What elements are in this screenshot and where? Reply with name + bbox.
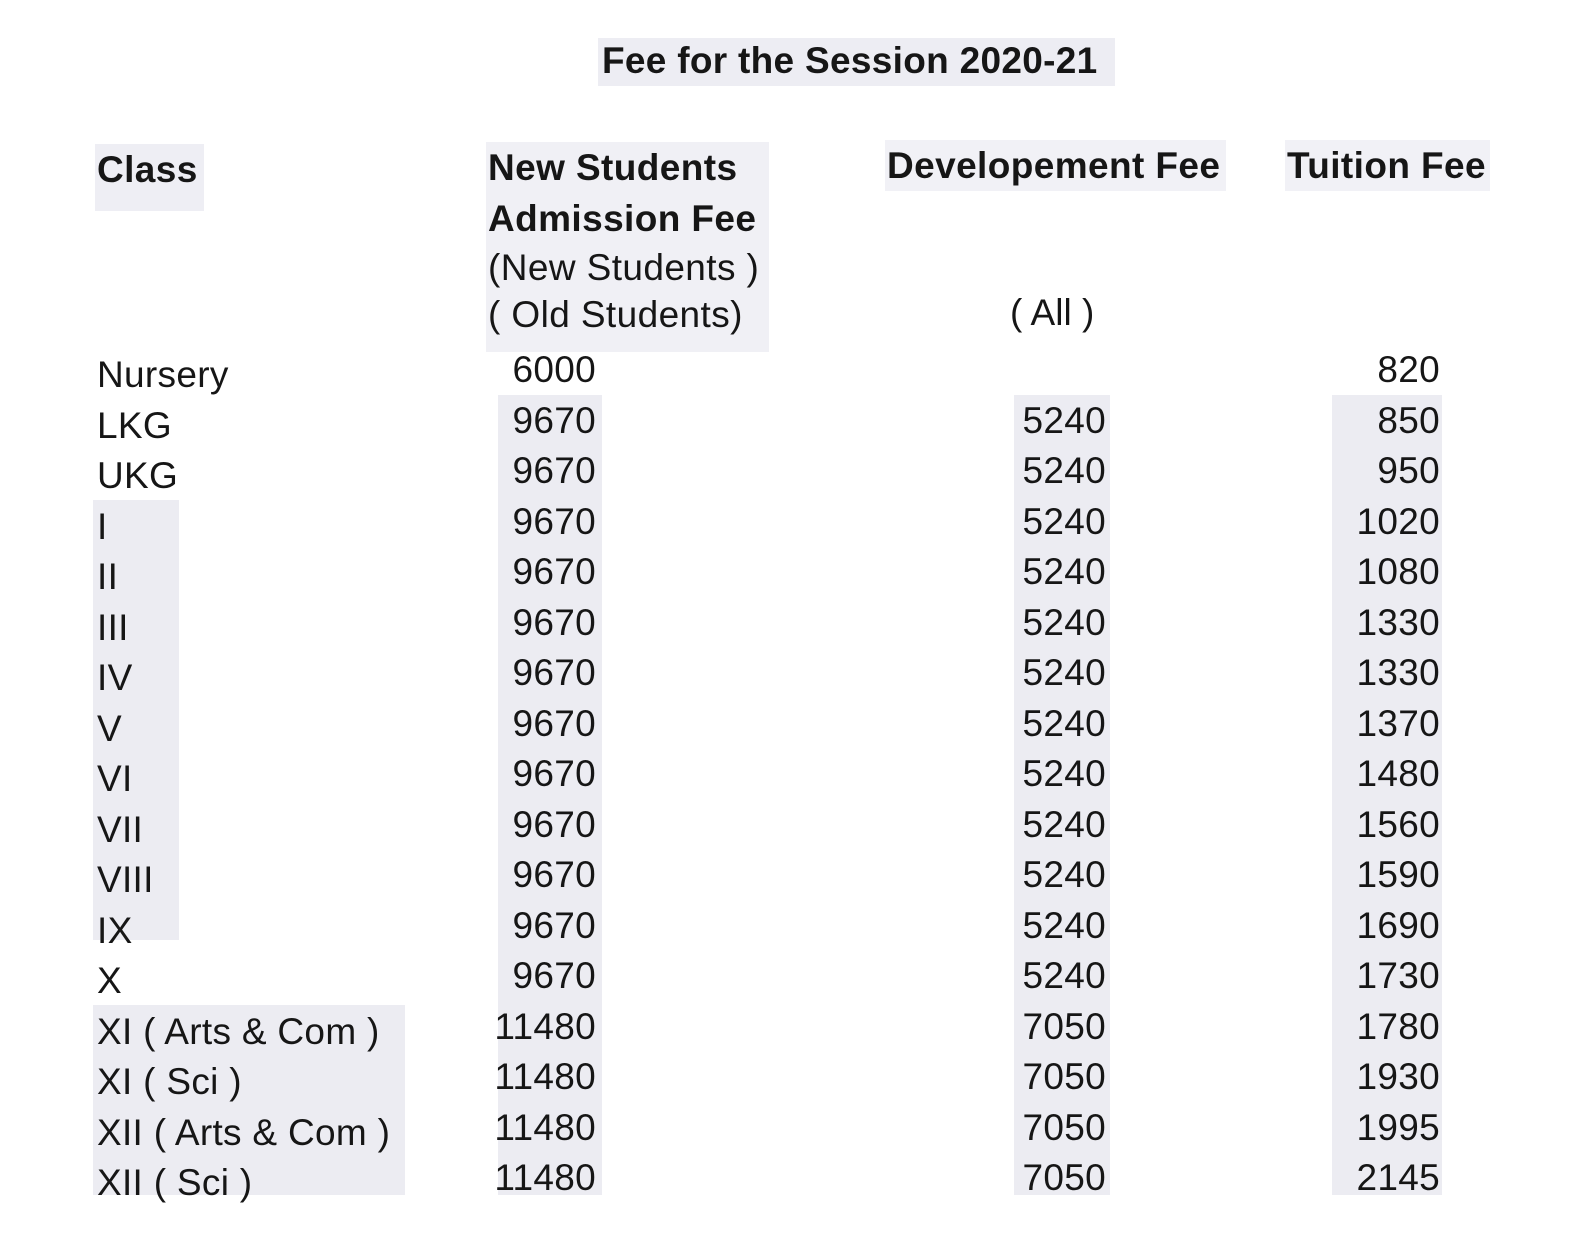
row-admission-fee: 9670	[512, 652, 596, 693]
row-class: III	[97, 606, 129, 648]
row-development-fee: 7050	[1022, 1157, 1106, 1198]
row-tuition-fee: 1330	[1356, 601, 1440, 643]
row-development-fee: 7050	[1022, 1005, 1106, 1047]
row-tuition-fee: 1480	[1356, 753, 1440, 794]
row-class: VIII	[97, 859, 154, 900]
row-admission-fee: 9670	[512, 551, 596, 592]
row-development-fee: 5240	[1022, 500, 1106, 542]
header-class: Class	[95, 144, 204, 211]
row-development-fee: 5240	[1022, 753, 1106, 794]
row-development-fee: 5240	[1022, 399, 1106, 441]
row-admission-fee: 9670	[512, 399, 596, 441]
row-development-fee: 5240	[1022, 702, 1106, 744]
row-class: XII ( Arts & Com )	[97, 1111, 391, 1153]
row-class: VI	[97, 758, 133, 799]
row-class: Nursery	[97, 354, 229, 395]
row-development-fee: 5240	[1022, 803, 1106, 845]
row-class: LKG	[97, 404, 172, 446]
row-admission-fee: 9670	[512, 955, 596, 996]
row-tuition-fee: 1730	[1356, 955, 1440, 996]
row-tuition-fee: 1560	[1356, 803, 1440, 845]
row-admission-fee: 9670	[512, 450, 596, 491]
row-admission-fee: 9670	[512, 601, 596, 643]
row-development-fee: 7050	[1022, 1056, 1106, 1097]
row-tuition-fee: 1590	[1356, 854, 1440, 895]
row-tuition-fee: 1080	[1356, 551, 1440, 592]
row-development-fee: 5240	[1022, 955, 1106, 996]
row-class: V	[97, 707, 122, 749]
row-tuition-fee: 1370	[1356, 702, 1440, 744]
row-class: XII ( Sci )	[97, 1162, 253, 1203]
row-tuition-fee: 1330	[1356, 652, 1440, 693]
row-class: IX	[97, 909, 133, 951]
row-development-fee: 5240	[1022, 551, 1106, 592]
row-admission-fee: 11480	[494, 1005, 596, 1047]
row-class: X	[97, 960, 122, 1001]
row-tuition-fee: 1930	[1356, 1056, 1440, 1097]
header-admission-fee	[486, 142, 769, 352]
row-admission-fee: 9670	[512, 500, 596, 542]
header-admission-line2: Admission Fee	[488, 198, 757, 239]
row-admission-fee: 9670	[512, 904, 596, 946]
row-class: IV	[97, 657, 133, 698]
header-development-sub: ( All )	[1010, 292, 1095, 333]
row-admission-fee: 11480	[494, 1157, 596, 1198]
row-tuition-fee: 850	[1377, 399, 1440, 441]
row-tuition-fee: 1995	[1356, 1106, 1440, 1148]
header-tuition-fee: Tuition Fee	[1285, 140, 1490, 191]
row-tuition-fee: 820	[1377, 349, 1440, 390]
row-development-fee: 5240	[1022, 904, 1106, 946]
row-development-fee: 5240	[1022, 652, 1106, 693]
row-tuition-fee: 2145	[1356, 1157, 1440, 1198]
row-admission-fee: 11480	[494, 1106, 596, 1148]
row-class: XI ( Sci )	[97, 1061, 242, 1102]
header-development-fee: Developement Fee	[885, 140, 1226, 191]
row-development-fee: 7050	[1022, 1106, 1106, 1148]
row-class: UKG	[97, 455, 179, 496]
row-admission-fee: 9670	[512, 702, 596, 744]
row-tuition-fee: 1780	[1356, 1005, 1440, 1047]
row-admission-fee: 6000	[512, 349, 596, 390]
row-admission-fee: 11480	[494, 1056, 596, 1097]
row-class: I	[97, 505, 108, 547]
header-admission-line3: (New Students )	[488, 247, 760, 288]
row-class: XI ( Arts & Com )	[97, 1010, 380, 1052]
row-tuition-fee: 950	[1377, 450, 1440, 491]
row-admission-fee: 9670	[512, 854, 596, 895]
page-title: Fee for the Session 2020-21	[598, 38, 1115, 86]
row-class: VII	[97, 808, 144, 850]
row-tuition-fee: 1020	[1356, 500, 1440, 542]
row-development-fee: 5240	[1022, 450, 1106, 491]
row-admission-fee: 9670	[512, 803, 596, 845]
header-admission-line1: New Students	[488, 147, 738, 188]
header-admission-line4: ( Old Students)	[488, 294, 743, 335]
row-admission-fee: 9670	[512, 753, 596, 794]
row-development-fee: 5240	[1022, 854, 1106, 895]
row-development-fee: 5240	[1022, 601, 1106, 643]
row-tuition-fee: 1690	[1356, 904, 1440, 946]
row-class: II	[97, 556, 119, 597]
